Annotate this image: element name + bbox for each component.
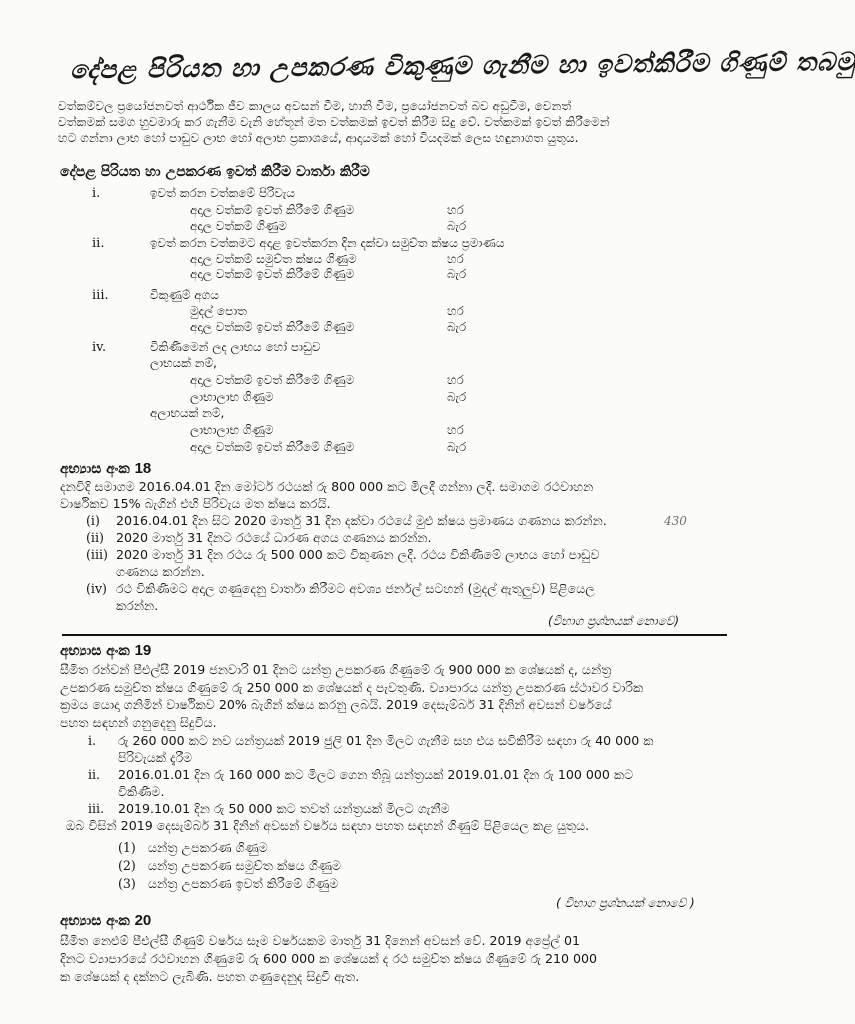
debit-label: හර (447, 252, 464, 266)
intro-paragraph (58, 98, 728, 146)
credit-label: බැර (447, 267, 467, 281)
credit-label: බැර (447, 390, 467, 404)
item-label: (ii) (86, 530, 104, 545)
step-number: iv. (92, 340, 107, 355)
item-label: iii. (88, 801, 105, 816)
item-text: 2016.04.01 දින සිට 2020 මාර්තු 31 දින දක්වා රථයේ මුළු ක්ෂය ප්‍රමාණය ගණනය කරන්න. (116, 513, 607, 528)
item-text: රථ විකිණීමට අදාල ගණුදෙනු වාර්තා කිරීමට අවශ්‍ය ජර්නල් සටහන් (මුදල් ඇතුලුව) පිළියෙල (116, 581, 595, 596)
question-item (86, 512, 607, 529)
debit-label: හර (447, 304, 464, 318)
page-title: දේපළ පිරියත හා උපකරණ විකුණුම ගැනීම හා ඉවත්කිරීම ගිණුම් තබමු (69, 46, 855, 85)
section-heading: දේපළ පිරියත හා උපකරණ ඉවත් කිරීම වාර්තා කිරීම (60, 164, 370, 180)
step-heading: විකිණීමෙන් ලද ලාභය හෝ පාඩුව (150, 340, 321, 354)
item-label: (iv) (86, 581, 107, 596)
question-item (88, 800, 450, 817)
credit-label: බැර (447, 320, 467, 334)
item-text: 2020 මාර්තු 31 දිනට රථයේ ධාරණ අගය ගණනය කරන්න. (116, 530, 432, 545)
loss-label: අලාභයක් නම්, (150, 406, 225, 420)
exam-note: ( විභාග ප්‍රශ්නයක් නොවේ ) (556, 896, 695, 910)
journal-entry: මුදල් පොත (190, 304, 247, 318)
body-line: උපකරණ සමුච්ත ක්ෂය ගිණුමේ රු 250 000 ක ශේෂයක් ද පැවතුණි. ව්‍යාපාරය යන්ත්‍ර උපකරණ ස්ථාවර වාරික (60, 679, 644, 695)
step-number: ii. (92, 236, 105, 251)
step-heading: විකුණුම් අගය (150, 288, 219, 302)
journal-entry: අදාල වත්කම් ඉවත් කිරීමේ ගිණුම (190, 373, 355, 387)
account-item (118, 839, 268, 856)
journal-entry: අදාල වත්කම් සමුච්ත ක්ෂය ගිණුම (190, 252, 357, 266)
body-line: ක ශේෂයක් ද දක්නට ලැබිණි. පහත ගණුදෙනුද සිදුවී ඇත. (60, 969, 360, 984)
body-line: පහත සඳහන් ගනුදෙනු සිදුවිය. (60, 714, 217, 730)
debit-label: හර (447, 373, 464, 387)
body-line: වාර්ෂිකව 15% බැගින් එහි පිරිවැය මත ක්ෂය කරයි. (60, 496, 331, 511)
exercise-20-heading (60, 912, 151, 929)
exercise-heading-text: අභ්‍යාස අංක (60, 461, 130, 477)
exercise-18-heading (60, 460, 151, 477)
item-text: යන්ත්‍ර උපකරණ ඉවත් කිරීමේ ගිණුම (148, 876, 339, 891)
exercise-19-heading (60, 642, 151, 659)
journal-entry: අදාල වත්කම් ගිණුම (190, 219, 287, 233)
handwritten-note: 430 (664, 514, 687, 528)
journal-entry: ලාභාලාභ ගිණුම (190, 423, 274, 437)
question-item (88, 766, 633, 783)
exercise-number: 20 (134, 912, 152, 929)
exercise-20-body (60, 932, 730, 986)
exercise-18-body (60, 478, 730, 512)
body-line: දිනට ව්‍යාපාරයේ රථවාහන ගිණුමේ රු 600 000 ක ශේෂයක් ද රථ සමුච්ත ක්ෂය ගිණුමේ රු 210 000 (60, 951, 598, 966)
question-item (86, 580, 595, 597)
step-heading: ඉවත් කරන වත්කමට අදාළ ඉවත්කරන දින දක්වා සමුච්ත ක්ෂය ප්‍රමාණය (150, 236, 505, 250)
item-continuation: විකිණීම. (118, 784, 165, 799)
item-text: 2016.01.01 දින රු 160 000 කට මිලට ගෙන තිබූ යන්ත්‍රයක් 2019.01.01 දින රු 100 000 කට (118, 767, 634, 782)
credit-label: බැර (447, 219, 467, 233)
body-line: ක්‍රමය යොදා ගනිමින් වාර්ෂිකව 20% බැගින් ක්ෂය කරනු ලබයි. 2019 දෙසැම්බර් 31 දිනින් අවසන් වර්ෂයේ (60, 697, 612, 712)
exercise-number: 19 (134, 642, 152, 659)
exercise-heading-text: අභ්‍යාස අංක (60, 913, 130, 929)
body-line: දනවිදි සමාගම 2016.04.01 දින මෝටර් රථයක් රු 800 000 කට මිලදී ගන්නා ලදී. සමාගම රථවාහන (60, 479, 594, 494)
intro-line: වත්කම්වල ප්‍රයෝජනවත් ආර්ථික ජීව කාලය අවසන් වීම, හානි වීම, ප්‍රයෝජනවත් බව අඩුවීම, වෙනත් (58, 99, 572, 113)
item-continuation: ගණනය කරන්න. (116, 564, 205, 579)
exercise-heading-text: අභ්‍යාස අංක (60, 643, 130, 659)
exercise-19-body (60, 661, 730, 731)
journal-entry: අදාල වත්කම් ඉවත් කිරීමේ ගිණුම (190, 203, 355, 217)
journal-entry: අදාල වත්කම් ඉවත් කිරීමේ ගිණුම (190, 267, 355, 281)
question-item (88, 732, 653, 749)
exercise-number: 18 (134, 460, 152, 477)
intro-line: හට ගන්නා ලාභ හෝ පාඩුව ලාභ හෝ අලාභ ප්‍රකාශයේ, ආදායමක් හෝ වියදමක් ලෙස හඳුනාගත යුතුය. (58, 131, 579, 145)
question-item (86, 529, 432, 546)
item-text: යන්ත්‍ර උපකරණ සමුච්ත ක්ෂය ගිණුම (148, 858, 342, 873)
exam-note: (විභාග ප්‍රශ්නයක් නොවේ) (548, 614, 680, 628)
item-label: (iii) (86, 547, 108, 562)
step-number: iii. (92, 288, 109, 303)
item-label: (2) (118, 858, 136, 873)
item-label: (i) (86, 513, 100, 528)
item-label: ii. (88, 767, 101, 782)
section-divider (62, 634, 727, 636)
item-continuation: කරන්න. (116, 598, 159, 613)
journal-entry: අදාල වත්කම් ඉවත් කිරීමේ ගිණුම (190, 320, 355, 334)
item-label: i. (88, 733, 97, 748)
journal-entry: අදාල වත්කම් ඉවත් කිරීමේ ගිණුම (190, 440, 355, 454)
item-text: 2019.10.01 දින රු 50 000 කට තවත් යන්ත්‍රයක් මිලට ගැනීම (118, 801, 450, 816)
intro-line: වත්කමක් සමග හුවමාරු කර ගැනීම වැනි හේතූන් මත වත්කමක් ඉවත් කිරීම සිදු වේ. වත්කමක් ඉවත් කිරීමෙන් (58, 115, 610, 129)
debit-label: හර (447, 203, 464, 217)
body-line: සීමිත රන්වන් පීඑල්සී 2019 ජනවාරි 01 දිනට යන්ත්‍ර උපකරණ ගිණුමේ රු 900 000 ක ශේෂයක් ද, යන්ත්‍ර (60, 662, 612, 677)
journal-entry: ලාභාලාභ ගිණුම (190, 390, 274, 404)
item-text: රු 260 000 කට නව යන්ත්‍රයක් 2019 ජුලි 01 දින මිලට ගැනීම සහ එය සවිකිරීම සඳහා රු 40 000 ක (118, 733, 654, 748)
step-number: i. (92, 186, 101, 201)
account-item (118, 857, 341, 874)
item-text: 2020 මාර්තු 31 දින රථය රු 500 000 කට විකුණන ලදී. රථය විකිණීමේ ලාභය හෝ පාඩුව (116, 547, 600, 562)
step-heading: ඉවත් කරන වත්කමේ පිරිවැය (150, 186, 295, 200)
debit-label: හර (447, 423, 464, 437)
question-item (86, 546, 600, 563)
account-item (118, 875, 338, 892)
credit-label: බැර (447, 440, 467, 454)
item-label: (1) (118, 840, 136, 855)
body-line: සීමිත නෙළුම් පීඑල්සී ගිණුම් වර්ෂය සෑම වර්ෂයකම මාර්තු 31 දිනෙන් අවසන් වේ. 2019 අප්‍රේල් 01 (60, 933, 581, 948)
profit-label: ලාභයක් නම්, (150, 356, 217, 370)
item-continuation: පිරිවැයක් දැරීම (118, 750, 193, 765)
item-text: යන්ත්‍ර උපකරණ ගිණුම (148, 840, 268, 855)
item-label: (3) (118, 876, 136, 891)
instruction-text: ඔබ විසින් 2019 දෙසැම්බර් 31 දිනින් අවසන් වර්ෂය සඳහා පහත සඳහන් ගිණුම් පිළියෙල කළ යුතුය. (66, 818, 590, 833)
